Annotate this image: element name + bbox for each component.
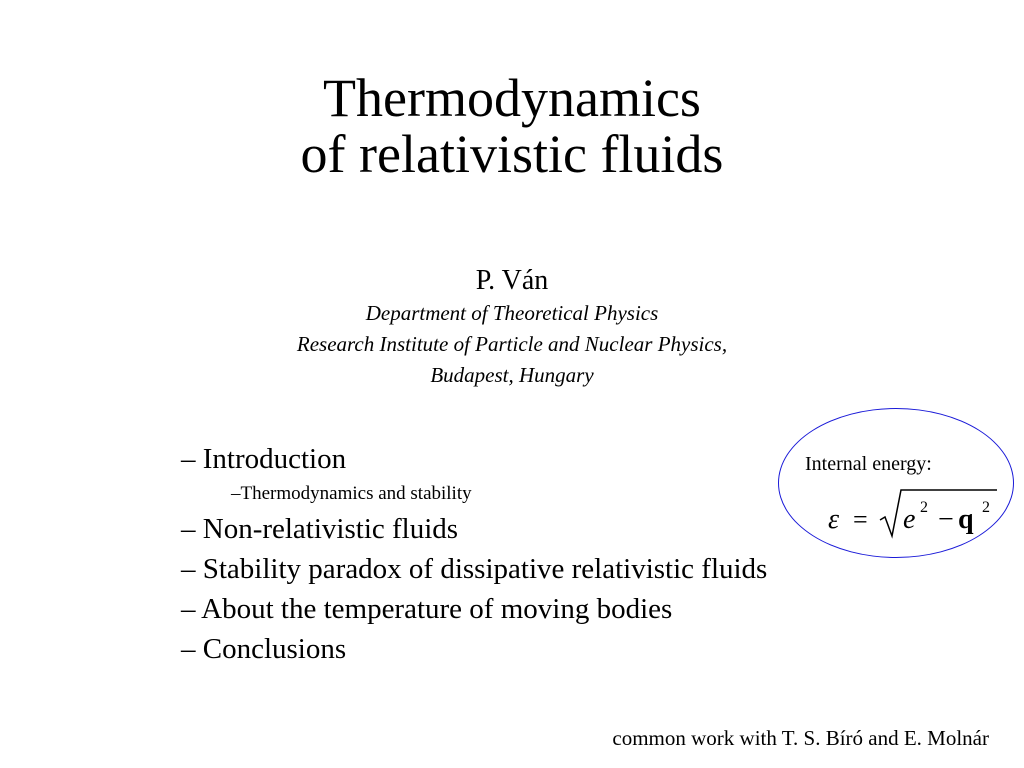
author-block [0, 264, 1024, 391]
outline-item: – Conclusions [181, 633, 347, 665]
author-name: P. Ván [475, 265, 549, 296]
credit-line: common work with T. S. Bíró and E. Molnár [612, 726, 989, 750]
affiliation-institute: Research Institute of Particle and Nuclear Physics, [296, 332, 728, 356]
outline-item: – Stability paradox of dissipative relativistic fluids [181, 553, 768, 585]
formula-minus: − [938, 504, 954, 535]
formula-term-q: q [958, 504, 974, 535]
outline-subitem: –Thermodynamics and stability [231, 483, 472, 504]
title-line-2: of relativistic fluids [300, 124, 724, 184]
outline-item: – Introduction [181, 443, 347, 475]
formula-equals: = [853, 505, 868, 534]
energy-formula [822, 482, 1007, 542]
outline-item: – About the temperature of moving bodies [181, 593, 673, 625]
title-line-1: Thermodynamics [323, 68, 701, 128]
formula-exponent-1: 2 [920, 499, 928, 516]
affiliation-department: Department of Theoretical Physics [365, 301, 659, 325]
formula-epsilon: ε [828, 504, 840, 535]
outline-list [181, 439, 767, 669]
energy-label: Internal energy: [805, 453, 932, 475]
slide-title [0, 70, 1024, 182]
formula-term-e: e [903, 504, 916, 535]
outline-item: – Non-relativistic fluids [181, 513, 459, 545]
affiliation-city: Budapest, Hungary [430, 363, 594, 387]
formula-exponent-2: 2 [982, 499, 990, 516]
